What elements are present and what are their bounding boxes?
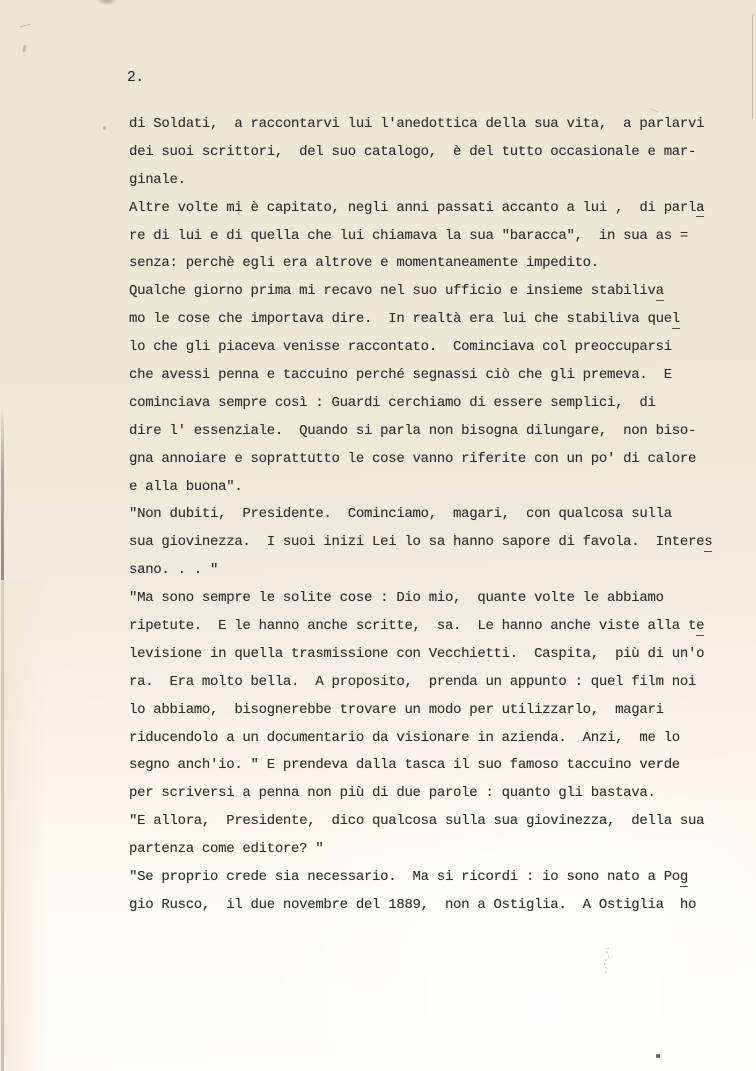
text-line: di Soldati, a raccontarvi lui l'anedottica della sua vita, a parlarvi [129,116,705,132]
text-line: lo abbiamo, bisognerebbe trovare un modo per utilizzarlo, magari [129,701,664,718]
text-line: riducendolo a un documentario da visionare in azienda. Anzi, me lo [129,729,680,746]
typewritten-text-block [129,111,712,920]
scan-speck [20,24,31,28]
scan-edge-line-right [752,14,753,119]
underline-continuation-mark: g [679,869,689,886]
underline-continuation-mark: s [704,534,713,551]
text-line: gna annoiare e soprattutto le cose vanno riferite con un po' di calore [129,450,697,467]
text-line: sua giovinezza. I suoi inizi Lei lo sa hanno sapore di favola. Interes [129,534,713,551]
text-line: gio Rusco, il due novembre del 1889, non a Ostiglia. A Ostiglia ho [129,896,697,913]
text-line: "E allora, Presidente, dico qualcosa sulla sua giovinezza, della sua [129,813,705,830]
text-line: segno anch'io. " E prendeva dalla tasca il suo famoso taccuino verde [129,757,680,774]
scan-speck [22,45,26,52]
scan-left-tint [0,580,46,1071]
text-line: mo le cose che importava dire. In realtà era lui che stabiliva quel [129,311,680,328]
text-line: che avessi penna e taccuino perché segnassi ciò che gli premeva. E [129,367,672,384]
text-line: "Non dubiti, Presidente. Cominciamo, magari, con qualcosa sulla [129,506,672,523]
text-line: e alla buona". [129,478,243,495]
underline-continuation-mark: a [655,283,664,300]
text-line: ripetute. E le hanno anche scritte, sa. Le hanno anche viste alla te [129,618,705,635]
text-line: partenza come editore? " [129,841,324,858]
text-line: senza: perchè egli era altrove e momentaneamente impedito. [129,255,599,272]
text-line: "Se proprio crede sia necessario. Ma si ricordi : io sono nato a Pog [129,869,689,886]
underline-continuation-mark: l [671,311,680,328]
text-line: lo che gli piaceva venisse raccontato. Cominciava col preoccuparsi [129,339,672,356]
scan-squiggle-mark [596,946,620,976]
text-line: per scriversi a penna non più di due parole : quanto gli bastava. [129,785,656,802]
scan-speck [656,1054,660,1058]
text-line: Qualche giorno prima mi recavo nel suo ufficio e insieme stabiliva [129,283,664,300]
scan-smudge-top [96,0,118,5]
underline-continuation-mark: a [696,199,705,216]
text-line: re di lui e di quella che lui chiamava la sua "baracca", in sua as = [129,227,688,244]
text-line: cominciava sempre così : Guardi cerchiamo di essere semplici, di [129,394,656,411]
text-line: dire l' essenziale. Quando si parla non bisogna dilungare, non biso- [129,422,697,439]
text-line: levisione in quella trasmissione con Vecchietti. Caspita, più di un'o [129,645,705,662]
text-line: "Ma sono sempre le solite cose : Dio mio, quante volte le abbiamo [129,590,664,607]
text-line: ra. Era molto bella. A proposito, prenda un appunto : quel film noi [129,673,697,690]
scan-speck [103,126,106,130]
text-line: sano. . . " [129,562,219,579]
underline-continuation-mark: e [696,618,705,635]
text-line: dei suoi scrittori, del suo catalogo, è del tutto occasionale e mar- [129,143,697,160]
page-number: 2. [127,70,144,86]
text-line: Altre volte mi è capitato, negli anni passati accanto a lui , di parla [129,199,705,216]
text-line: ginale. [129,171,186,188]
